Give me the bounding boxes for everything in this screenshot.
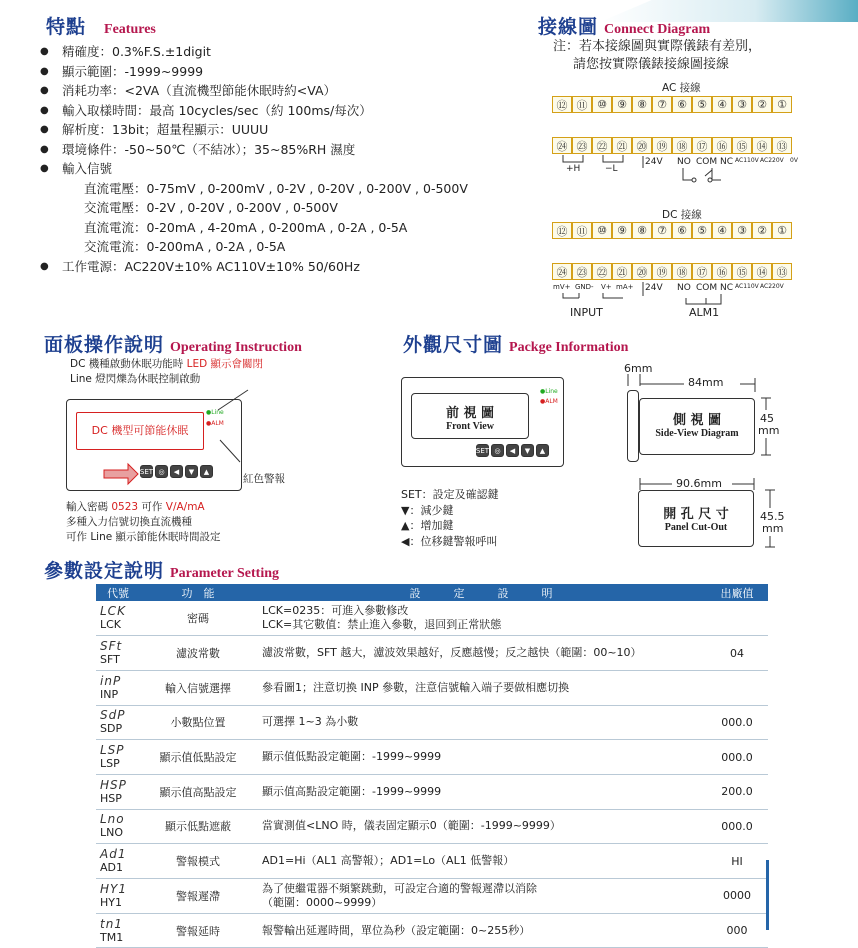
param-row xyxy=(96,601,768,636)
terminal: ④ xyxy=(712,222,732,239)
param-code: tn1 TM1 xyxy=(96,913,140,948)
left-key[interactable]: ◀ xyxy=(170,465,183,478)
operating-display: DC 機型可節能休眠 xyxy=(76,412,204,450)
front-left-key[interactable]: ◀ xyxy=(506,444,519,457)
dc-label: DC 接線 xyxy=(662,209,702,221)
input-line: 交流電壓：0-2V , 0-20V , 0-200V , 0-500V xyxy=(84,200,338,215)
param-code: inP INP xyxy=(96,670,140,705)
table-accent-right xyxy=(766,860,769,930)
feature-item: ● 環境條件：-50~50℃（不結冰）；35~85%RH 濕度 xyxy=(40,140,468,160)
terminal: ㉒ xyxy=(592,263,612,280)
terminal: ④ xyxy=(712,96,732,113)
terminal: ㉔ xyxy=(552,263,572,280)
param-description: 為了使繼電器不頻繁跳動，可設定合適的警報遲滯以消除 （範圍：0000~9999） xyxy=(256,879,706,914)
dim-84mm: 84mm xyxy=(688,376,724,389)
feature-item: ● 消耗功率：<2VA（直流機型節能休眠時約<VA） xyxy=(40,81,468,101)
feature-item: ● 輸入信號 xyxy=(40,159,468,179)
red-alarm-label: 紅色警報 xyxy=(243,473,285,485)
front-view-display: 前 視 圖 Front View xyxy=(411,393,529,439)
col-default: 出廠值 xyxy=(706,584,768,601)
dc-v: V+ xyxy=(601,283,612,291)
terminal: ⑰ xyxy=(692,137,712,154)
terminal: ⑭ xyxy=(752,263,772,280)
terminal: ⑩ xyxy=(592,96,612,113)
param-function: 密碼 xyxy=(140,601,256,636)
terminal: ⑤ xyxy=(692,222,712,239)
feature-item: ● 工作電源：AC220V±10% AC110V±10% 50/60Hz xyxy=(40,257,468,277)
terminal: ⑯ xyxy=(712,263,732,280)
feature-item: ● 精確度：0.3%F.S.±1digit xyxy=(40,42,468,62)
dc-com: COM xyxy=(696,283,718,293)
param-function: 警報遲滯 xyxy=(140,879,256,914)
terminal: ⑲ xyxy=(652,137,672,154)
col-code: 代號 xyxy=(96,584,140,601)
terminal: ③ xyxy=(732,222,752,239)
param-function: 警報延時 xyxy=(140,913,256,948)
terminal: ① xyxy=(772,222,792,239)
terminal: ⑭ xyxy=(752,137,772,154)
param-row xyxy=(96,705,768,740)
front-led-line: ●Line xyxy=(540,388,558,395)
terminal: ② xyxy=(752,222,772,239)
param-function: 輸入信號選擇 xyxy=(140,670,256,705)
set-key[interactable]: SET xyxy=(140,465,153,478)
terminal: ㉑ xyxy=(612,263,632,280)
key-descriptions: SET：設定及確認鍵 ▼：減少鍵 ▲：增加鍵 ◀：位移鍵警報呼叫 xyxy=(401,488,499,548)
param-description: LCK=0235：可進入參數修改 LCK=其它數值：禁止進入參數，退回到正常狀態 xyxy=(256,601,706,636)
params-title: 參數設定說明 Parameter Setting xyxy=(44,560,279,582)
terminal: ③ xyxy=(732,96,752,113)
dim-90-6mm: 90.6mm xyxy=(676,477,722,490)
param-code: LSP LSP xyxy=(96,740,140,775)
ac-nc: NC xyxy=(720,157,734,167)
ac-110: AC110V xyxy=(735,157,759,164)
terminal: ㉒ xyxy=(592,137,612,154)
dim-45-5-unit: mm xyxy=(762,522,784,535)
ac-h: +H xyxy=(566,164,581,174)
params-table xyxy=(96,584,768,948)
dc-mv: mV+ xyxy=(553,283,571,291)
param-default: HI xyxy=(706,844,768,879)
terminal: ⑦ xyxy=(652,96,672,113)
param-default xyxy=(706,601,768,636)
dc-alm1: ALM1 xyxy=(689,306,720,319)
param-row xyxy=(96,740,768,775)
param-description: AD1=Hi（AL1 高警報）；AD1=Lo（AL1 低警報） xyxy=(256,844,706,879)
param-default: 0000 xyxy=(706,879,768,914)
col-function: 功 能 xyxy=(140,584,256,601)
param-description: 顯示值高點設定範圍：-1999~9999 xyxy=(256,774,706,809)
param-default: 04 xyxy=(706,636,768,671)
terminal: ㉔ xyxy=(552,137,572,154)
feature-item: ● 輸入取樣時間：最高 10cycles/sec（約 100ms/每次） xyxy=(40,101,468,121)
front-alarm-key[interactable]: ◎ xyxy=(491,444,504,457)
up-key[interactable]: ▲ xyxy=(200,465,213,478)
alarm-key[interactable]: ◎ xyxy=(155,465,168,478)
terminal: ㉑ xyxy=(612,137,632,154)
param-function: 顯示值高點設定 xyxy=(140,774,256,809)
param-description: 報警輸出延遲時間，單位為秒（設定範圍：0~255秒） xyxy=(256,913,706,948)
panel-cutout: 開 孔 尺 寸 Panel Cut-Out xyxy=(638,490,754,547)
terminal: ⑱ xyxy=(672,263,692,280)
terminal: ⑤ xyxy=(692,96,712,113)
input-line: 直流電壓：0-75mV , 0-200mV , 0-2V , 0-20V , 0-200V , 0-500V xyxy=(84,180,468,196)
ac-l: −L xyxy=(605,164,618,174)
param-function: 顯示低點遮蔽 xyxy=(140,809,256,844)
ac-220: AC220V xyxy=(760,157,784,164)
terminal: ② xyxy=(752,96,772,113)
param-row xyxy=(96,774,768,809)
param-function: 警報模式 xyxy=(140,844,256,879)
param-default: 000 xyxy=(706,913,768,948)
param-row xyxy=(96,879,768,914)
dc-ma: mA+ xyxy=(616,283,634,291)
connect-note: 注：若本接線圖與實際儀錶有差別， 請您按實際儀錶接線圖接線 xyxy=(553,39,762,72)
params-body xyxy=(96,601,768,948)
side-view-body: 側 視 圖 Side-View Diagram xyxy=(639,398,755,455)
terminal: ㉓ xyxy=(572,263,592,280)
terminal: ⑪ xyxy=(572,222,592,239)
input-line: 直流電流：0-20mA , 4-20mA , 0-200mA , 0-2A , 0-5A xyxy=(84,219,408,235)
terminal: ⑫ xyxy=(552,96,572,113)
ac-com: COM xyxy=(696,157,718,167)
dim-45-unit: mm xyxy=(758,424,780,437)
terminal: ⑨ xyxy=(612,96,632,113)
led-alm: ●ALM xyxy=(206,420,224,427)
operating-note-top: DC 機種啟動休眠功能時 LED 顯示會關閉 Line 燈閃爍為休眠控制啟動 xyxy=(70,358,264,385)
front-led-alm: ●ALM xyxy=(540,398,558,405)
param-description: 濾波常數，SFT 越大，濾波效果越好，反應越慢；反之越快（範圍：00~10） xyxy=(256,636,706,671)
terminal: ⑳ xyxy=(632,263,652,280)
terminal: ① xyxy=(772,96,792,113)
terminal: ⑥ xyxy=(672,96,692,113)
param-description: 參看圖1；注意切換 INP 參數，注意信號輸入端子要做相應切換 xyxy=(256,670,706,705)
param-function: 濾波常數 xyxy=(140,636,256,671)
terminal: ⑩ xyxy=(592,222,612,239)
dim-45-5: 45.5 xyxy=(760,510,785,523)
param-code: SFt SFT xyxy=(96,636,140,671)
param-default xyxy=(706,670,768,705)
terminal: ⑧ xyxy=(632,222,652,239)
features-title: 特點 Features xyxy=(46,16,156,38)
front-set-key[interactable]: SET xyxy=(476,444,489,457)
dc-input: INPUT xyxy=(570,306,603,319)
led-line: ●Line xyxy=(206,409,224,416)
feature-item: ● 解析度：13bit；超量程顯示：UUUU xyxy=(40,120,468,140)
terminal: ⑮ xyxy=(732,263,752,280)
terminal: ⑪ xyxy=(572,96,592,113)
down-key[interactable]: ▼ xyxy=(185,465,198,478)
ac-label: AC 接線 xyxy=(662,82,701,94)
dc-24v: 24V xyxy=(645,283,663,293)
dc-220: AC220V xyxy=(760,283,784,290)
package-title: 外觀尺寸圖 Packge Information xyxy=(403,334,629,356)
terminal: ⑬ xyxy=(772,137,792,154)
feature-item: ● 顯示範圍：-1999~9999 xyxy=(40,62,468,82)
param-row xyxy=(96,636,768,671)
terminal: ⑲ xyxy=(652,263,672,280)
param-row xyxy=(96,809,768,844)
terminal: ⑯ xyxy=(712,137,732,154)
connect-title: 接線圖 Connect Diagram xyxy=(538,16,711,38)
ac-24v: 24V xyxy=(645,157,663,167)
param-default: 000.0 xyxy=(706,809,768,844)
param-code: Ad1 AD1 xyxy=(96,844,140,879)
param-default: 200.0 xyxy=(706,774,768,809)
param-code: Lno LNO xyxy=(96,809,140,844)
operating-title: 面板操作說明 Operating Instruction xyxy=(44,334,302,356)
front-down-key[interactable]: ▼ xyxy=(521,444,534,457)
terminal: ⑨ xyxy=(612,222,632,239)
ac-0v: 0V xyxy=(790,157,798,164)
dc-110: AC110V xyxy=(735,283,759,290)
front-up-key[interactable]: ▲ xyxy=(536,444,549,457)
operating-note-bottom: 輸入密碼 0523 可作 V/A/mA 多種入力信號切換直流機種 可作 Line 顯示節能休眠時間設定 xyxy=(66,501,221,543)
param-description: 當實測值<LNO 時，儀表固定顯示0（範圍：-1999~9999） xyxy=(256,809,706,844)
terminal: ⑦ xyxy=(652,222,672,239)
param-code: HY1 HY1 xyxy=(96,879,140,914)
input-line: 交流電流：0-200mA , 0-2A , 0-5A xyxy=(84,239,286,254)
dc-nc: NC xyxy=(720,283,734,293)
param-row xyxy=(96,670,768,705)
param-description: 可選擇 1~3 為小數 xyxy=(256,705,706,740)
dc-no: NO xyxy=(677,283,691,293)
param-default: 000.0 xyxy=(706,740,768,775)
param-function: 顯示值低點設定 xyxy=(140,740,256,775)
dim-45: 45 xyxy=(760,412,774,425)
param-code: LCK LCK xyxy=(96,601,140,636)
terminal: ⑬ xyxy=(772,263,792,280)
dc-gnd: GND- xyxy=(575,283,594,291)
terminal: ⑧ xyxy=(632,96,652,113)
terminal: ⑰ xyxy=(692,263,712,280)
param-code: SdP SDP xyxy=(96,705,140,740)
terminal: ⑫ xyxy=(552,222,572,239)
param-default: 000.0 xyxy=(706,705,768,740)
terminal: ⑳ xyxy=(632,137,652,154)
col-description: 設 定 設 明 xyxy=(256,584,706,601)
param-function: 小數點位置 xyxy=(140,705,256,740)
terminal: ㉓ xyxy=(572,137,592,154)
dim-6mm: 6mm xyxy=(624,362,653,375)
param-row xyxy=(96,844,768,879)
terminal: ⑱ xyxy=(672,137,692,154)
param-code: HSP HSP xyxy=(96,774,140,809)
ac-no: NO xyxy=(677,157,691,167)
terminal: ⑥ xyxy=(672,222,692,239)
terminal: ⑮ xyxy=(732,137,752,154)
param-description: 顯示值低點設定範圍：-1999~9999 xyxy=(256,740,706,775)
param-row xyxy=(96,913,768,948)
